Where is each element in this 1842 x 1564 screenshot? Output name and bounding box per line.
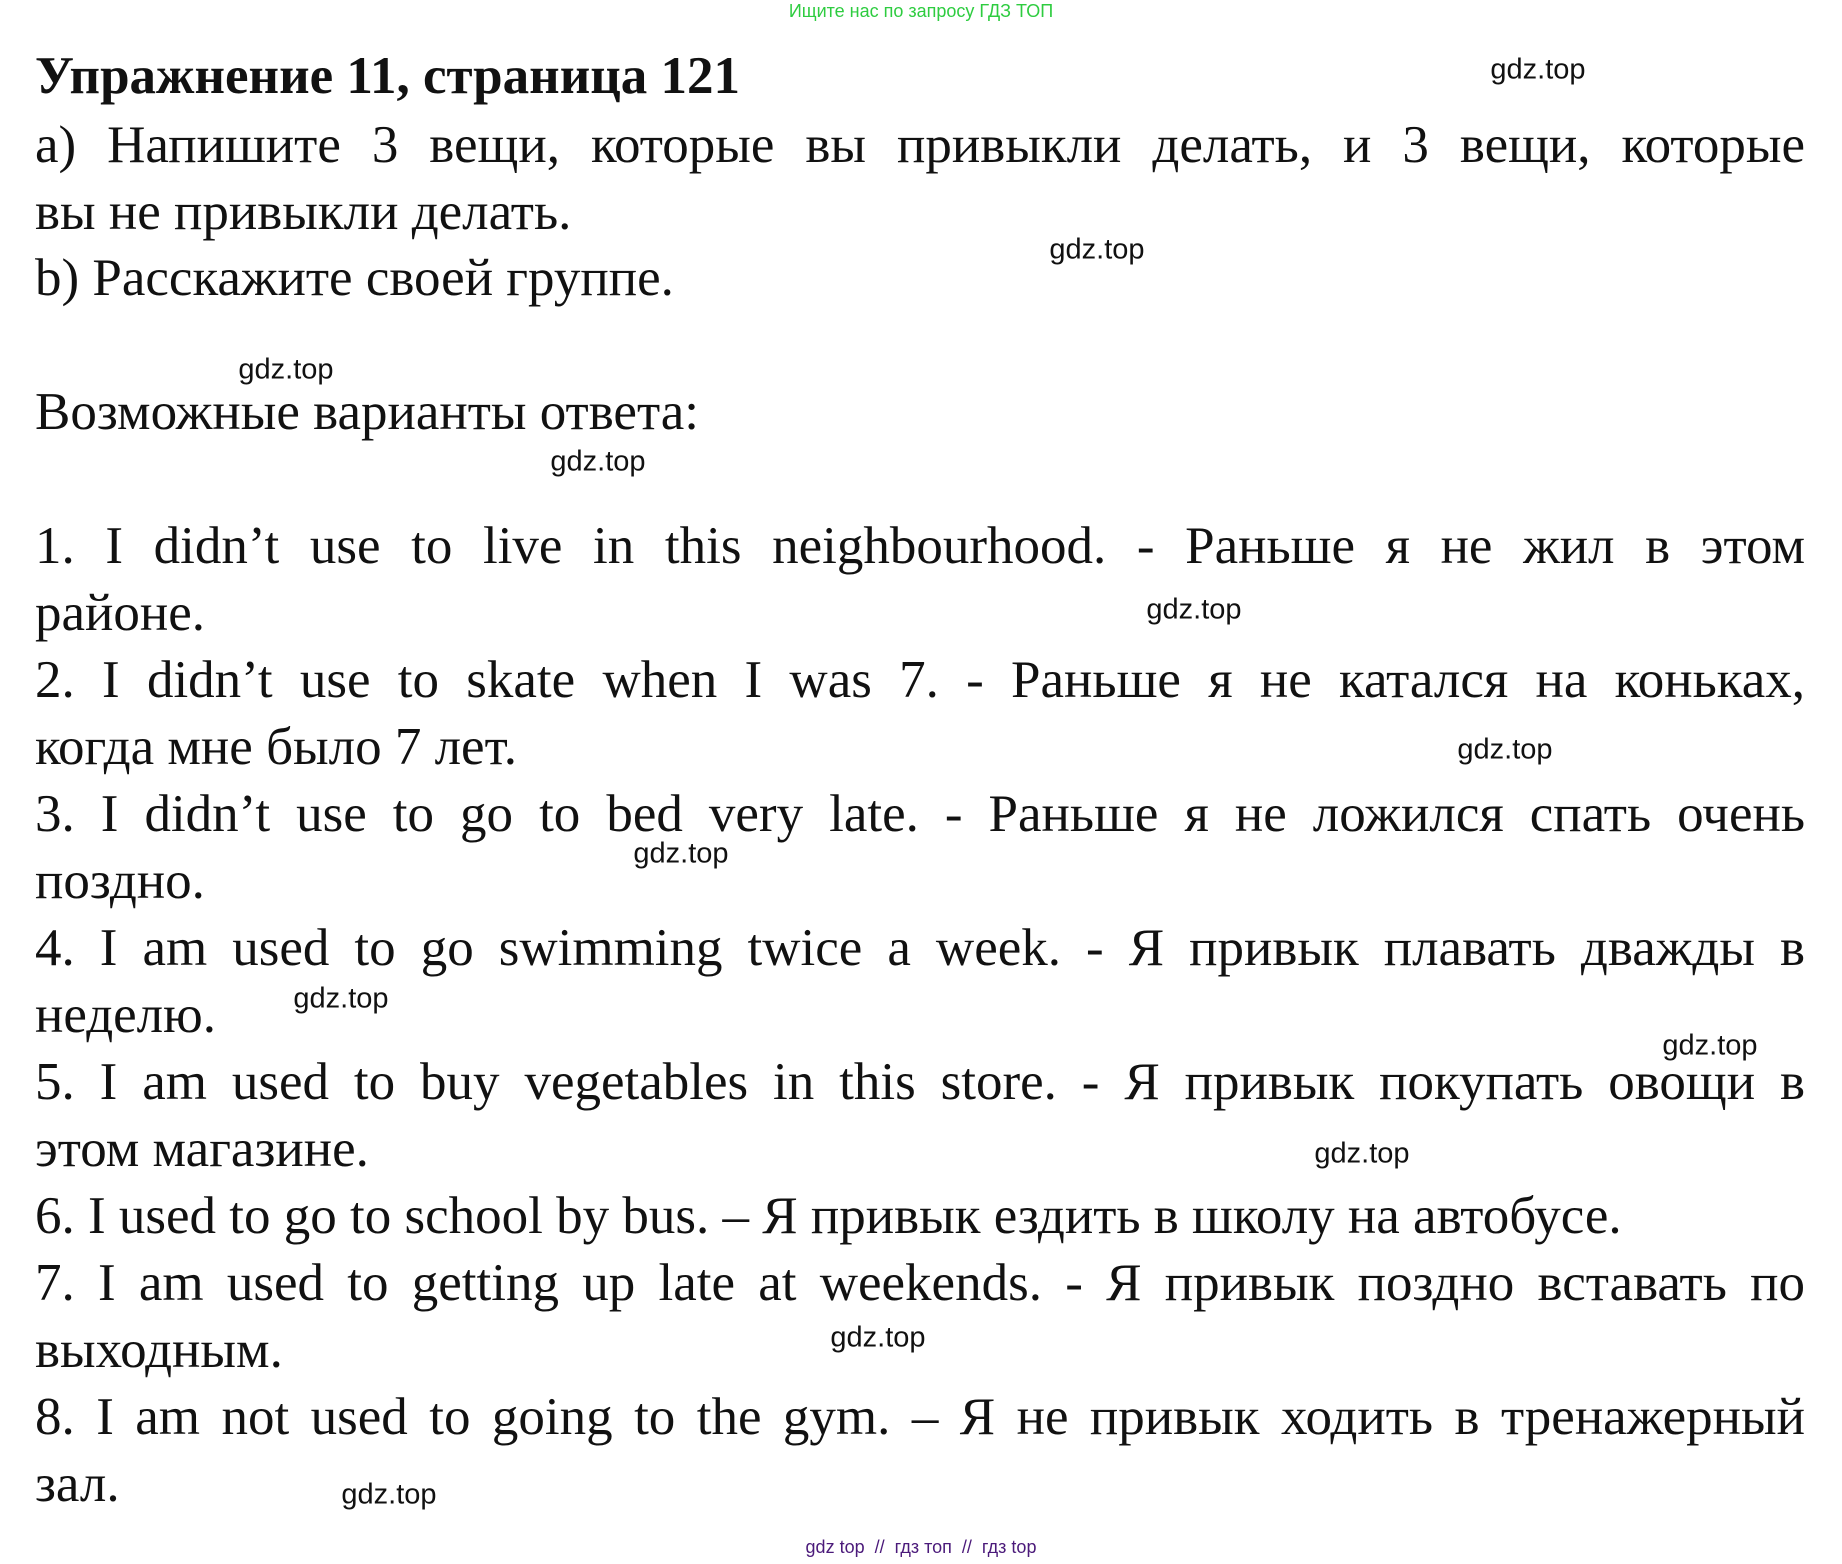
task-b: b) Расскажите своей группе.	[35, 249, 674, 307]
answer-4-line1: 4. I am used to go swimming twice a week. - Я привык плавать дважды в	[35, 919, 1805, 977]
answer-7-line1: 7. I am used to getting up late at weekends. - Я привык поздно вставать по	[35, 1254, 1805, 1312]
watermark: gdz.top	[293, 982, 389, 1015]
answer-2-line1: 2. I didn’t use to skate when I was 7. - Раньше я не катался на коньках,	[35, 651, 1805, 709]
answer-4-line2: неделю.	[35, 986, 216, 1044]
answer-3-line1: 3. I didn’t use to go to bed very late. - Раньше я не ложился спать очень	[35, 785, 1805, 843]
watermark: gdz.top	[633, 837, 729, 870]
page-title: Упражнение 11, страница 121	[35, 47, 741, 105]
answer-7-line2: выходным.	[35, 1321, 283, 1379]
answer-8-line2: зал.	[35, 1455, 120, 1513]
watermark: gdz.top	[1146, 593, 1242, 626]
footer-links: gdz top // гдз топ // гдз top	[805, 1537, 1037, 1557]
watermark: gdz.top	[1049, 233, 1145, 266]
answer-5-line1: 5. I am used to buy vegetables in this store. - Я привык покупать овощи в	[35, 1053, 1805, 1111]
answers-heading: Возможные варианты ответа:	[35, 383, 700, 441]
task-a-line1: a) Напишите 3 вещи, которые вы привыкли делать, и 3 вещи, которые	[35, 116, 1805, 174]
answer-3-line2: поздно.	[35, 852, 205, 910]
answer-1-line1: 1. I didn’t use to live in this neighbourhood. - Раньше я не жил в этом	[35, 517, 1805, 575]
watermark: gdz.top	[830, 1321, 926, 1354]
watermark: gdz.top	[1314, 1137, 1410, 1170]
watermark: gdz.top	[1490, 53, 1586, 86]
answer-6-line1: 6. I used to go to school by bus. – Я привык ездить в школу на автобусе.	[35, 1187, 1622, 1245]
answer-5-line2: этом магазине.	[35, 1120, 369, 1178]
watermark: gdz.top	[1457, 733, 1553, 766]
watermark: gdz.top	[1662, 1029, 1758, 1062]
watermark: gdz.top	[550, 445, 646, 478]
watermark: gdz.top	[341, 1478, 437, 1511]
task-a-line2: вы не привыкли делать.	[35, 183, 572, 241]
answer-1-line2: районе.	[35, 584, 206, 642]
watermark: gdz.top	[238, 353, 334, 386]
answer-2-line2: когда мне было 7 лет.	[35, 718, 517, 776]
top-promo-note: Ищите нас по запросу ГДЗ ТОП	[788, 1, 1054, 21]
answer-8-line1: 8. I am not used to going to the gym. – Я не привык ходить в тренажерный	[35, 1388, 1805, 1446]
